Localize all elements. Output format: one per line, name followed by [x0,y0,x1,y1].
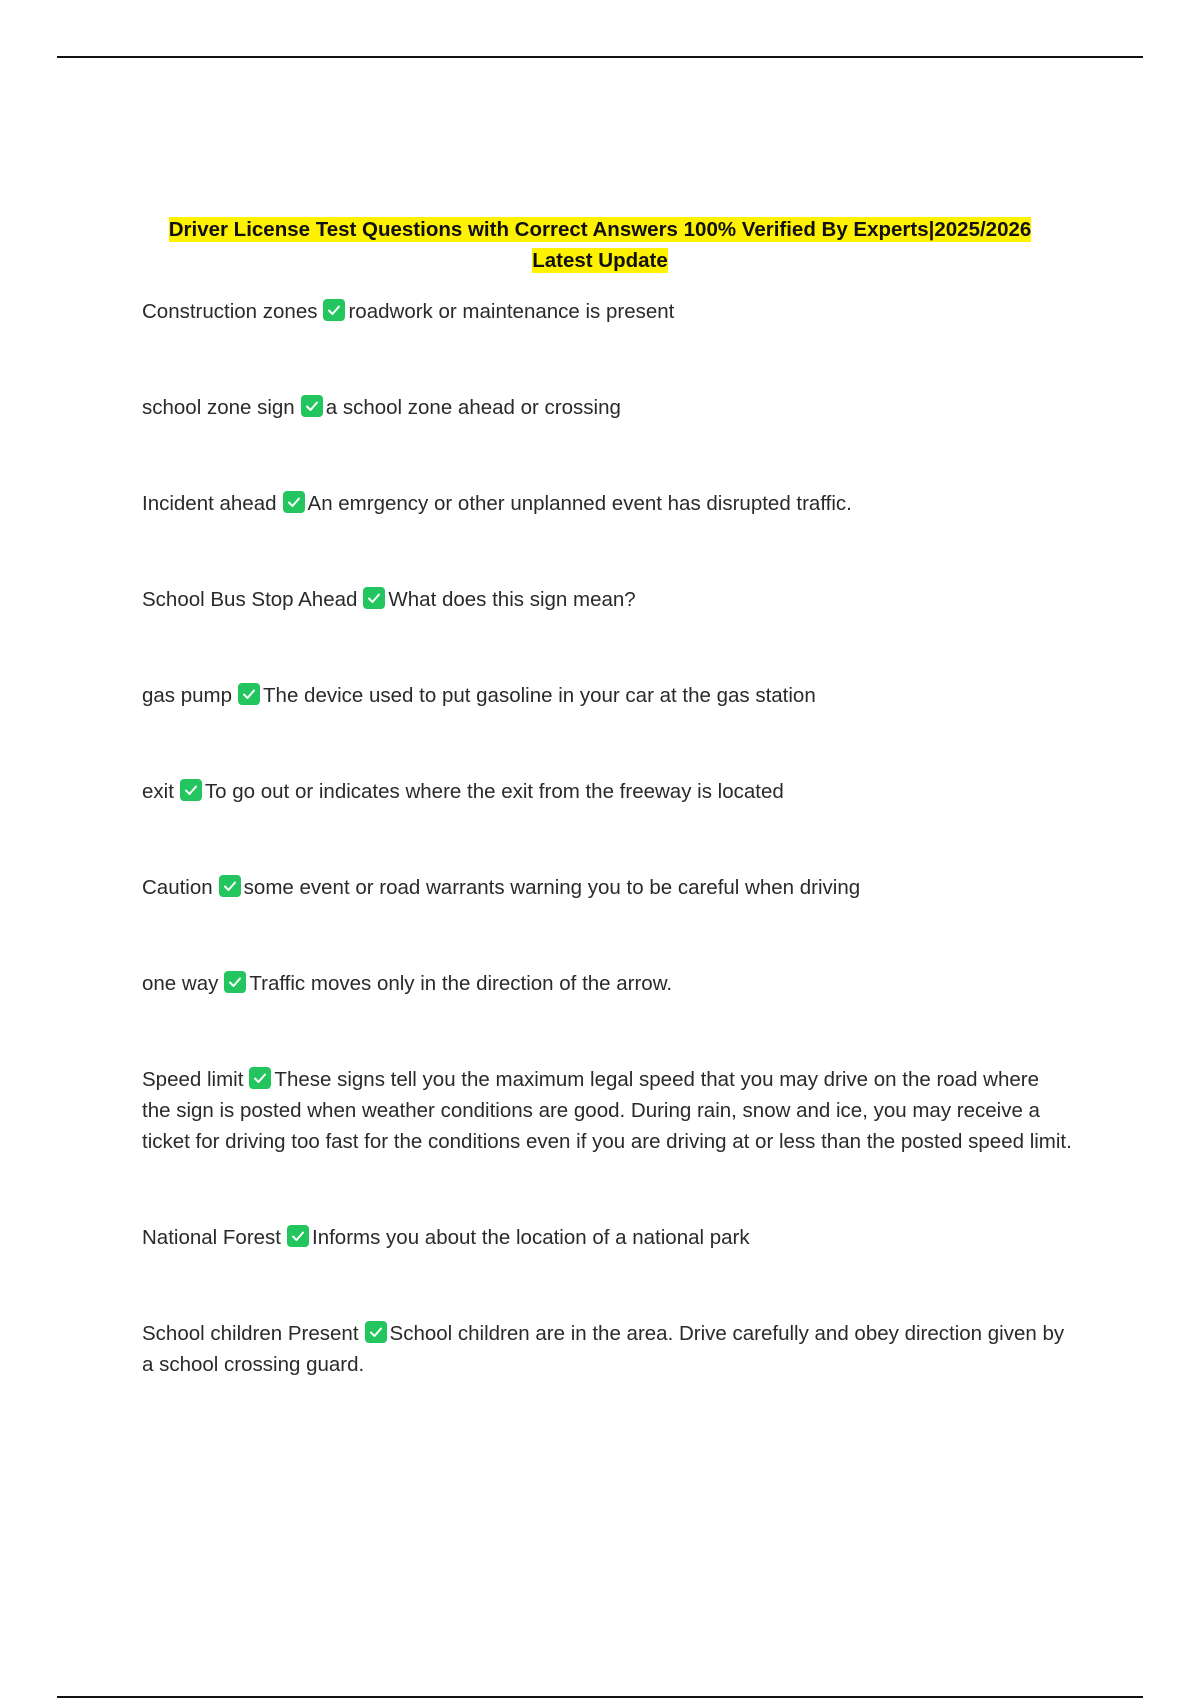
check-mark-icon [365,1321,387,1343]
title-line-2: Latest Update [532,249,668,272]
qa-answer: a school zone ahead or crossing [325,396,621,419]
qa-answer: Traffic moves only in the direction of the arrow. [249,972,673,995]
check-mark-icon [219,875,241,897]
qa-term: School Bus Stop Ahead [142,588,358,611]
check-mark-icon [249,1067,271,1089]
qa-answer: The device used to put gasoline in your car at the gas station [263,684,816,707]
qa-term: Speed limit [142,1068,244,1091]
qa-answer: What does this sign mean? [388,588,636,611]
check-mark-icon [238,683,260,705]
check-mark-icon [283,491,305,513]
check-mark-icon [323,299,345,321]
qa-term: Caution [142,876,213,899]
title-line-1: Driver License Test Questions with Correct Answers 100% Verified By Experts|2025/2026 [168,218,1032,241]
check-mark-icon [224,971,246,993]
qa-item [142,296,1072,327]
qa-term: school zone sign [142,396,295,419]
document-title [142,214,1058,276]
qa-answer: some event or road warrants warning you to be careful when driving [243,876,861,899]
bottom-rule [57,1696,1143,1698]
qa-term: gas pump [142,684,233,707]
qa-item [142,872,1072,903]
qa-term: National Forest [142,1226,282,1249]
qa-term: Incident ahead [142,492,277,515]
top-rule [57,56,1143,58]
check-mark-icon [180,779,202,801]
qa-answer: roadwork or maintenance is present [348,300,675,323]
qa-term: Construction zones [142,300,318,323]
qa-answer: Informs you about the location of a national park [312,1226,750,1249]
qa-item [142,680,1072,711]
qa-term: one way [142,972,219,995]
check-mark-icon [363,587,385,609]
qa-item [142,776,1072,807]
qa-item [142,1064,1072,1157]
qa-list [142,296,1072,1445]
qa-answer: School children are in the area. Drive carefully and obey direction given by a school crossing guard. [142,1322,1065,1376]
qa-term: School children Present [142,1322,359,1345]
qa-answer: These signs tell you the maximum legal speed that you may drive on the road where the sign is posted when weather conditions are good. During rain, snow and ice, you may receive a ticket for driving too fast for the conditions even if you are driving at or less than the posted speed limit. [142,1068,1072,1153]
qa-term: exit [142,780,174,803]
qa-item [142,488,1072,519]
check-mark-icon [287,1225,309,1247]
qa-item [142,1222,1072,1253]
qa-item [142,392,1072,423]
qa-answer: An emrgency or other unplanned event has disrupted traffic. [307,492,852,515]
qa-item [142,1318,1072,1380]
qa-item [142,968,1072,999]
check-mark-icon [301,395,323,417]
qa-answer: To go out or indicates where the exit from the freeway is located [204,780,784,803]
qa-item [142,584,1072,615]
